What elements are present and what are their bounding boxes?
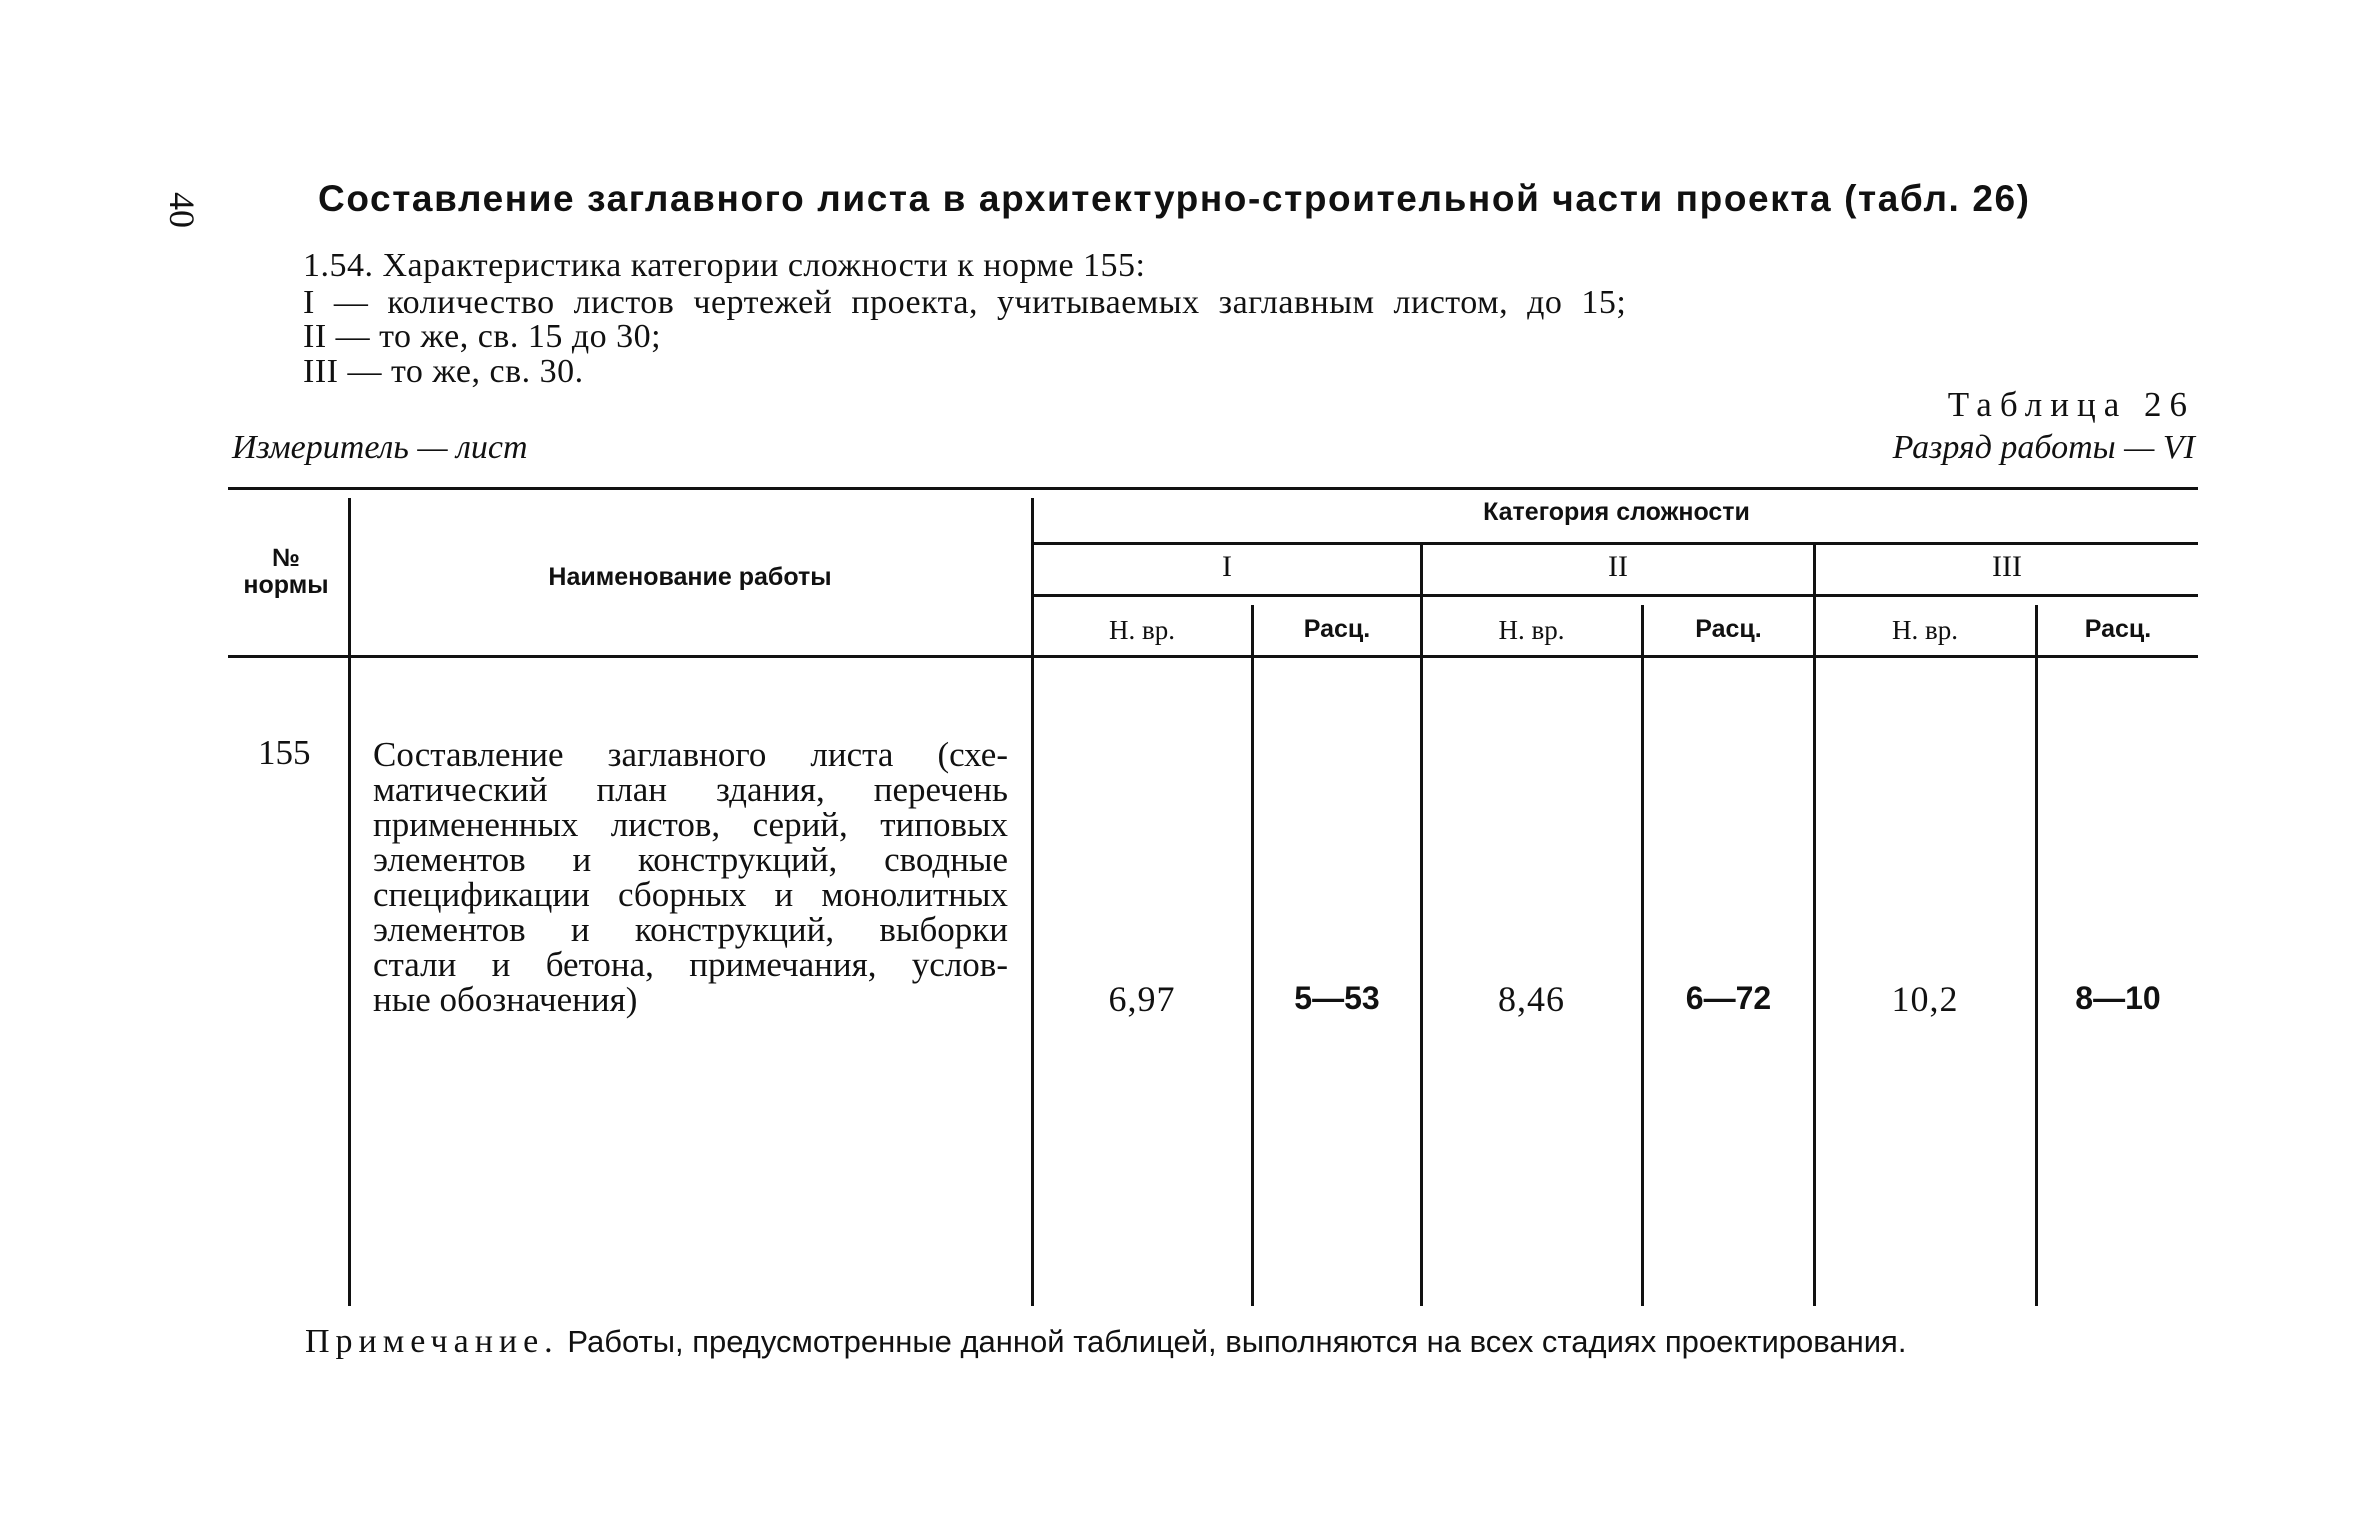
row-description-line-5: спецификации сборных и монолитных xyxy=(373,875,1008,914)
category-rule xyxy=(1033,594,2198,597)
col-divider-cat3-inner xyxy=(2035,605,2038,1306)
table-top-rule xyxy=(228,487,2198,490)
row-description-line-4: элементов и конструкций, сводные xyxy=(373,840,1008,879)
row-description-line-6: элементов и конструкций, выборки xyxy=(373,910,1008,949)
row-description-line-1: Составление заглавного листа (схе- xyxy=(373,735,1008,774)
value-time-cat3: 10,2 xyxy=(1891,979,1959,1019)
value-rate-cat3: 8—10 xyxy=(2075,980,2161,1016)
header-norm-number-label: № нормы xyxy=(243,544,329,599)
header-category-3: III xyxy=(1992,550,2022,583)
header-bottom-rule xyxy=(228,655,2198,658)
characteristic-line-3: III — то же, св. 30. xyxy=(303,353,584,390)
row-description-line-8: ные обозначения) xyxy=(373,980,638,1019)
value-rate-cat2: 6—72 xyxy=(1685,980,1772,1016)
row-description-line-7: стали и бетона, примечания, услов- xyxy=(373,945,1008,984)
header-time-cat2: Н. вр. xyxy=(1498,615,1565,645)
col-divider-cat2 xyxy=(1420,545,1423,1306)
header-time-cat1: Н. вр. xyxy=(1109,615,1175,645)
header-category-2: II xyxy=(1608,550,1628,583)
row-description-line-3: примененных листов, серий, типовых xyxy=(373,805,1008,844)
header-rate-cat3: Расц. xyxy=(2084,615,2152,643)
header-rate-cat2: Расц. xyxy=(1695,615,1762,643)
value-time-cat2: 8,46 xyxy=(1498,979,1565,1019)
col-divider-cat2-inner xyxy=(1641,605,1644,1306)
note-text: Работы, предусмотренные данной таблицей, выполняются на всех стадиях проектирования. xyxy=(567,1324,1907,1359)
header-norm-number xyxy=(230,545,342,599)
characteristic-intro: 1.54. Характеристика категории сложности к норме 155: xyxy=(303,247,1146,284)
value-rate-cat1: 5—53 xyxy=(1294,980,1380,1016)
table-note xyxy=(305,1323,1906,1361)
header-category-1: I xyxy=(1222,550,1232,583)
note-label: Примечание. xyxy=(305,1323,559,1360)
characteristic-line-1: I — количество листов чертежей проекта, учитываемых заглавным листом, до 15; xyxy=(303,284,1627,321)
header-complexity: Категория сложности xyxy=(1483,498,1750,526)
header-work-name: Наименование работы xyxy=(548,563,832,591)
row-description-line-2: матический план здания, перечень xyxy=(373,770,1008,809)
col-divider-cat1-inner xyxy=(1251,605,1254,1306)
table-label: Таблица 26 xyxy=(1947,385,2195,424)
header-time-cat3: Н. вр. xyxy=(1892,615,1958,645)
header-rate-cat1: Расц. xyxy=(1303,615,1371,643)
characteristic-line-2: II — то же, св. 15 до 30; xyxy=(303,318,662,355)
work-grade: Разряд работы — VI xyxy=(1892,429,2195,466)
complexity-rule xyxy=(1033,542,2198,545)
section-heading: Составление заглавного листа в архитектурно-строительной части проекта (табл. 26) xyxy=(318,178,2031,219)
col-divider-norm xyxy=(348,498,351,1306)
page-number: 40 xyxy=(162,192,202,228)
col-divider-cat3 xyxy=(1813,545,1816,1306)
col-divider-name xyxy=(1031,498,1034,1306)
value-time-cat1: 6,97 xyxy=(1108,979,1176,1019)
row-norm-number: 155 xyxy=(258,733,311,772)
measure-unit: Измеритель — лист xyxy=(232,429,528,466)
